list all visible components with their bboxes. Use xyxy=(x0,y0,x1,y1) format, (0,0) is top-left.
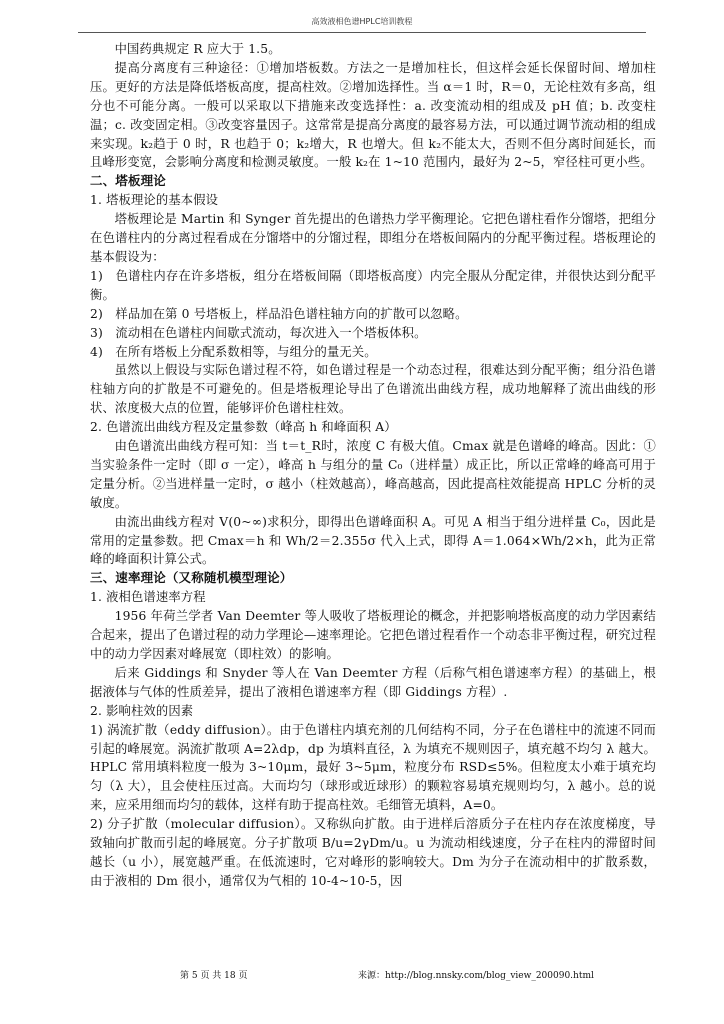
source-link[interactable]: 来源：http://blog.nnsky.com/blog_view_200090.html xyxy=(358,971,594,981)
page-header: 高效液相色谱HPLC培训教程 xyxy=(311,17,413,26)
paragraph: 由色谱流出曲线方程可知：当 t＝t_R时，浓度 C 有极大值。Cmax 就是色谱峰的峰高。因此：①当实验条件一定时（即 σ 一定），峰高 h 与组分的量 C₀（进样量）成正比，所以正常峰的峰高可用于定量分析。②当进样量一定时，σ 越小（柱效越高），峰高越高，因此提高柱效能提高 HPLC 分析的灵敏度。 xyxy=(90,439,656,510)
paragraph: 2. 色谱流出曲线方程及定量参数（峰高 h 和峰面积 A） xyxy=(90,420,397,435)
paragraph: 2) 分子扩散（molecular diffusion）。又称纵向扩散。由于进样后溶质分子在柱内存在浓度梯度，导致轴向扩散而引起的峰展宽。分子扩散项 B/u=2γDm/u。u 为流动相线速度，分子在柱内的滞留时间越长（u 小），展宽越严重。在低流速时，它对峰形的影响较大。Dm 为分子在流动相中的扩散系数，由于液相的 Dm 很小，通常仅为气相的 10-4~10-5，因 xyxy=(90,817,656,888)
paragraph: 塔板理论是 Martin 和 Synger 首先提出的色谱热力学平衡理论。它把色谱柱看作分馏塔，把组分在色谱柱内的分离过程看成在分馏塔中的分馏过程，即组分在塔板间隔内的分配平衡过程。塔板理论的基本假设为： xyxy=(90,212,656,264)
header-rule xyxy=(78,32,646,33)
paragraph: 1) 色谱柱内存在许多塔板，组分在塔板间隔（即塔板高度）内完全服从分配定律，并很快达到分配平衡。 xyxy=(90,268,656,302)
paragraph: 3) 流动相在色谱柱内间歇式流动，每次进入一个塔板体积。 xyxy=(90,325,427,340)
paragraph: 4) 在所有塔板上分配系数相等，与组分的量无关。 xyxy=(90,344,377,359)
paragraph: 1. 塔板理论的基本假设 xyxy=(90,193,219,208)
paragraph: 后来 Giddings 和 Snyder 等人在 Van Deemter 方程（后称气相色谱速率方程）的基础上，根据液体与气体的性质差异，提出了液相色谱速率方程（即 Giddings 方程）. xyxy=(90,665,656,699)
paragraph: 2. 影响柱效的因素 xyxy=(90,703,194,718)
paragraph: 虽然以上假设与实际色谱过程不符，如色谱过程是一个动态过程，很难达到分配平衡；组分沿色谱柱轴方向的扩散是不可避免的。但是塔板理论导出了色谱流出曲线方程，成功地解释了流出曲线的形状、浓度极大点的位置，能够评价色谱柱柱效。 xyxy=(90,363,656,416)
page-number: 第 5 页 共 18 页 xyxy=(180,971,248,981)
paragraph: 由流出曲线方程对 V(0~∞)求积分，即得出色谱峰面积 A。可见 A 相当于组分进样量 C₀，因此是常用的定量参数。把 Cmax＝h 和 Wh/2＝2.355σ 代入上式，即得 A＝1.064×Wh/2×h，此为正常峰的峰面积计算公式。 xyxy=(90,514,656,567)
section-heading: 三、速率理论（又称随机模型理论） xyxy=(90,570,293,586)
section-heading: 二、塔板理论 xyxy=(90,173,166,189)
paragraph: 1. 液相色谱速率方程 xyxy=(90,590,206,605)
paragraph: 1956 年荷兰学者 Van Deemter 等人吸收了塔板理论的概念，并把影响塔板高度的动力学因素结合起来，提出了色谱过程的动力学理论—速率理论。它把色谱过程看作一个动态非平衡过程，研究过程中的动力学因素对峰展宽（即柱效）的影响。 xyxy=(90,609,656,661)
body-text xyxy=(90,40,656,891)
paragraph: 2) 样品加在第 0 号塔板上，样品沿色谱柱轴方向的扩散可以忽略。 xyxy=(90,306,468,321)
paragraph: 1) 涡流扩散（eddy diffusion）。由于色谱柱内填充剂的几何结构不同，分子在色谱柱中的流速不同而引起的峰展宽。涡流扩散项 A=2λdp，dp 为填料直径，λ 为填充不规则因子，填充越不均匀 λ 越大。HPLC 常用填料粒度一般为 3~10μm，最好 3~5μm，粒度分布 RSD≤5%。但粒度太小难于填充均匀（λ 大），且会使柱压过高。大而均匀（球形或近球形）的颗粒容易填充规则均匀，λ 越小。总的说来，应采用细而均匀的载体，这样有助于提高柱效。毛细管无填料，A=0。 xyxy=(90,722,656,813)
paragraph: 提高分离度有三种途径：①增加塔板数。方法之一是增加柱长，但这样会延长保留时间、增加柱压。更好的方法是降低塔板高度，提高柱效。②增加选择性。当 α＝1 时，R＝0，无论柱效有多高，组分也不可能分离。一般可以采取以下措施来改变选择性：a. 改变流动相的组成及 pH 值；b. 改变柱温；c. 改变固定相。③改变容量因子。这常常是提高分离度的最容易方法，可以通过调节流动相的组成来实现。k₂趋于 0 时，R 也趋于 0；k₂增大，R 也增大。但 k₂不能太大，否则不但分离时间延长，而且峰形变宽，会影响分离度和检测灵敏度。一般 k₂在 1~10 范围内，最好为 2~5，窄径柱可更小些。 xyxy=(90,60,656,170)
paragraph: 中国药典规定 R 应大于 1.5。 xyxy=(114,42,281,56)
